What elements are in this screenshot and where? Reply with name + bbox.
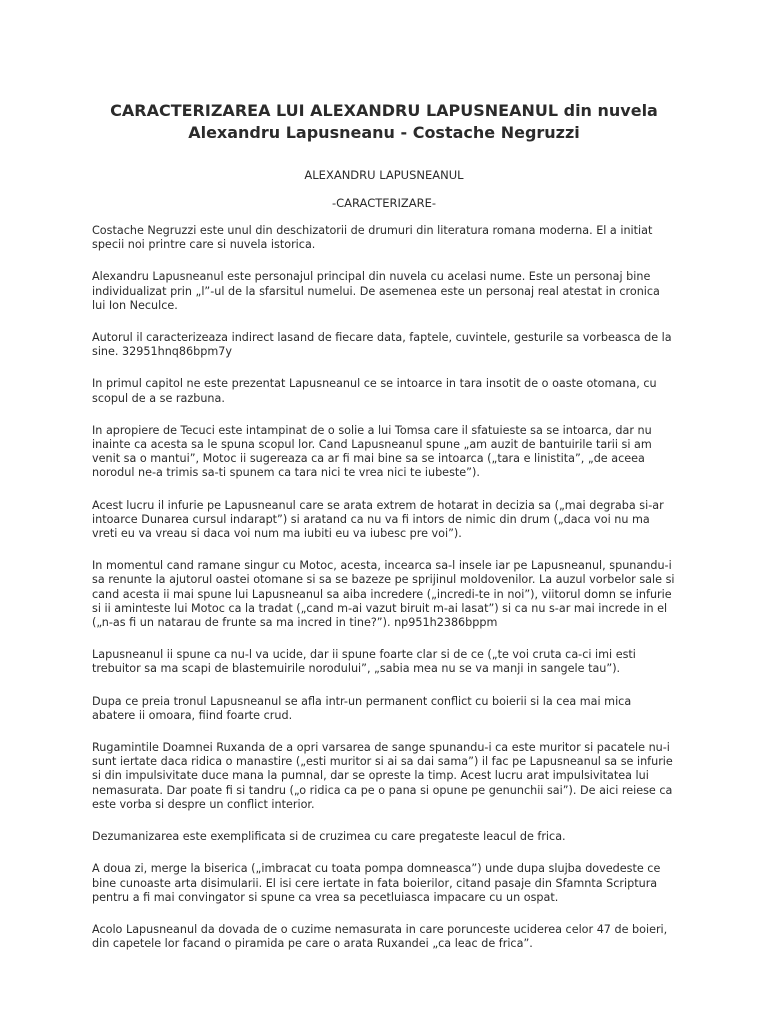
- document-page: [92, 100, 676, 969]
- paragraph: Lapusneanul ii spune ca nu-l va ucide, dar ii spune foarte clar si de ce („te voi cruta ca-ci imi esti trebuitor sa ma scapi de blastemuirile norodului”, „sabia mea nu se va manji in sangele tau”).: [92, 648, 636, 676]
- document-body: [92, 224, 676, 951]
- paragraph: Alexandru Lapusneanul este personajul principal din nuvela cu acelasi nume. Este un personaj bine individualizat prin „l”-ul de la sfarsitul numelui. De asemenea este un personaj real atestat in cronica lui Ion Neculce.: [92, 270, 660, 312]
- paragraph: Costache Negruzzi este unul din deschizatorii de drumuri din literatura romana moderna. El a initiat specii noi printre care si nuvela istorica.: [92, 224, 653, 252]
- paragraph: Acest lucru il infurie pe Lapusneanul care se arata extrem de hotarat in decizia sa („mai degraba si-ar intoarce Dunarea cursul indarapt”) si aratand ca nu va fi intors de nimic din drum („daca voi nu ma vreti eu va vreau si daca voi num ma iubiti eu va iubesc pre voi”).: [92, 498, 664, 541]
- paragraph: Rugamintile Doamnei Ruxanda de a opri varsarea de sange spunandu-i ca este muritor si pacatele nu-i sunt iertate daca ridica o manastire („esti muritor si ai sa dai sama”) il fac pe Lapusneanul sa se infurie si din impulsivitate duce mana la pumnal, dar se opreste la timp. Acest lucru arat impulsivitatea lui nemasurata. Dar poate fi si tandru („o ridica ca pe o pana si opune pe genunchii sai”). De aici reiese ca este vorba si despre un conflict interior.: [92, 741, 673, 811]
- paragraph: In momentul cand ramane singur cu Motoc, acesta, incearca sa-l insele iar pe Lapusneanul, spunandu-i sa renunte la ajutorul oastei otomane si sa se bazeze pe sprijinul moldovenilor. La auzul vorbelor sale si cand acesta ii mai spune lui Lapusneanul sa aiba incredere („incredi-te in noi”), viitorul domn se infurie si ii aminteste lui Motoc ca la tradat („cand m-ai vazut biruit m-ai lasat”) si ca nu s-ar mai increde in el („n-as fi un natarau de frunte sa ma incred in tine?”). np951h2386bppm: [92, 559, 675, 630]
- paragraph: In primul capitol ne este prezentat Lapusneanul ce se intoarce in tara insotit de o oaste otomana, cu scopul de a se razbuna.: [92, 377, 657, 405]
- paragraph: Acolo Lapusneanul da dovada de o cuzime nemasurata in care porunceste uciderea celor 47 de boieri, din capetele lor facand o piramida pe care o arata Ruxandei „ca leac de frica”.: [92, 922, 668, 951]
- paragraph: Dupa ce preia tronul Lapusneanul se afla intr-un permanent conflict cu boierii si la cea mai mica abatere ii omoara, fiind foarte crud.: [92, 694, 632, 722]
- document-title: CARACTERIZAREA LUI ALEXANDRU LAPUSNEANUL din nuvela Alexandru Lapusneanu - Costache Negruzzi: [110, 101, 658, 142]
- document-subtitle: ALEXANDRU LAPUSNEANUL: [304, 168, 464, 182]
- document-subtitle-caracterizare: -CARACTERIZARE-: [331, 196, 437, 210]
- paragraph: In apropiere de Tecuci este intampinat de o solie a lui Tomsa care il sfatuieste sa se intoarca, dar nu inainte ca acesta sa le spuna scopul lor. Cand Lapusneanul spune „am auzit de bantuirile tarii si am venit sa o mantui”, Motoc ii sugereaza ca ar fi mai bine sa se intoarca („tara e linistita”, „de aceea norodul ne-a trimis sa-ti spunem ca tara nici te vrea nici te iubeste”).: [92, 423, 652, 480]
- paragraph: Dezumanizarea este exemplificata si de cruzimea cu care pregateste leacul de frica.: [92, 830, 566, 844]
- paragraph: A doua zi, merge la biserica („imbracat cu toata pompa domneasca”) unde dupa slujba dovedeste ce bine cunoaste arta disimularii. El isi cere iertate in fata boierilor, citand pasaje din Sfamnta Scriptura pentru a fi mai convingator si spune ca vrea sa pecetluiasca impacare cu un ospat.: [92, 862, 661, 904]
- paragraph: Autorul il caracterizeaza indirect lasand de fiecare data, faptele, cuvintele, gesturile sa vorbeasca de la sine. 32951hnq86bpm7y: [92, 331, 672, 359]
